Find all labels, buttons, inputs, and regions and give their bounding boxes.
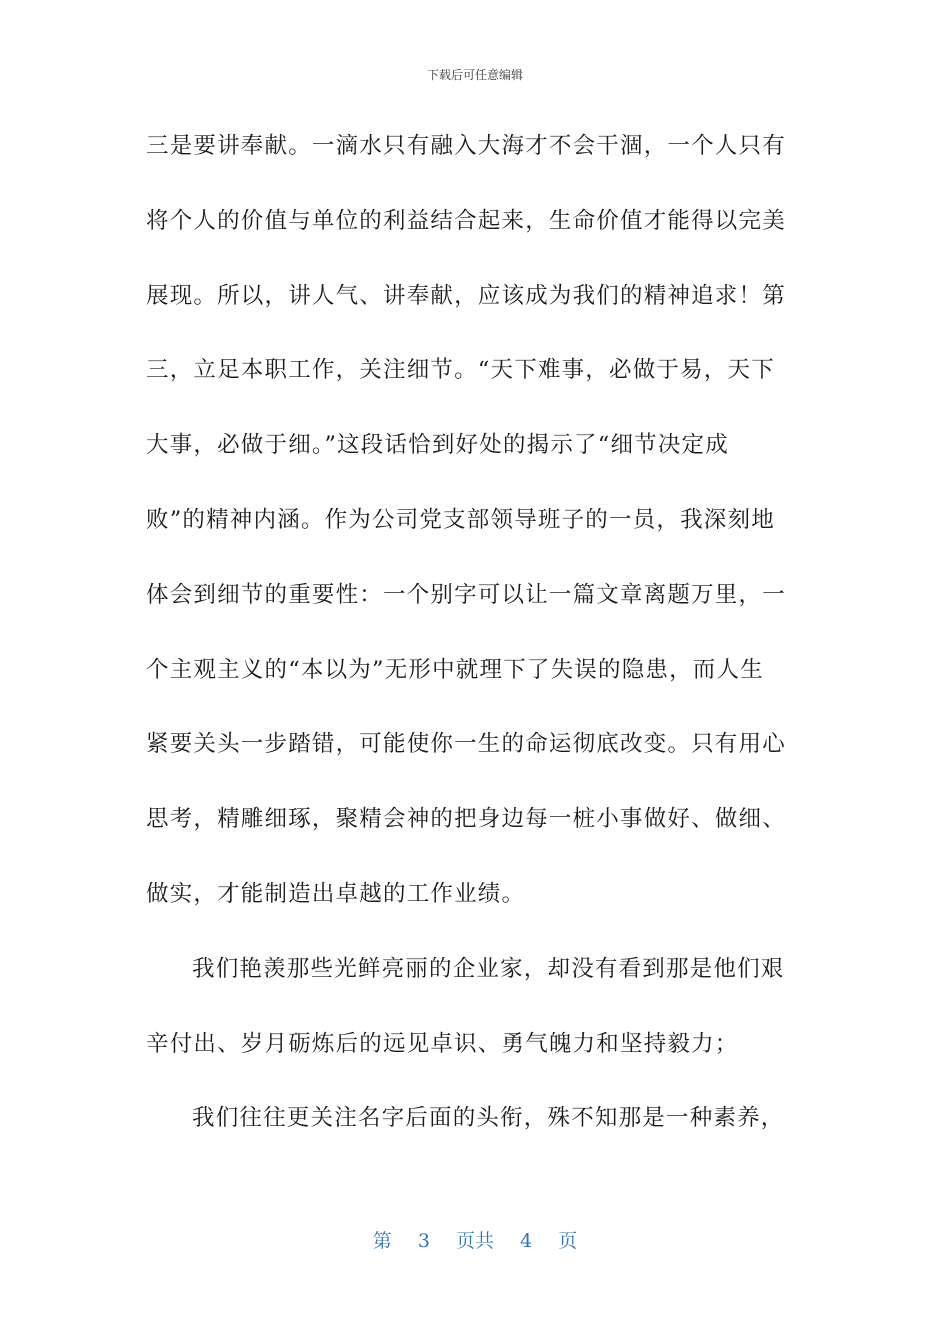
- total-page-count: 4: [520, 1230, 533, 1252]
- body-line: 展现。所以，讲人气、讲奉献，应该成为我们的精神追求！第: [146, 282, 786, 309]
- body-line: 辛付出、岁月砺炼后的远见卓识、勇气魄力和坚持毅力；: [146, 1030, 739, 1057]
- body-line: 大事，必做于细。”这段话恰到好处的揭示了“细节决定成: [146, 432, 729, 459]
- footer-suffix: 页: [558, 1230, 578, 1252]
- body-line: 做实，才能制造出卓越的工作业绩。: [146, 880, 526, 907]
- document-body: [146, 121, 792, 1168]
- body-line: 紧要关头一步踏错，可能使你一生的命运彻底改变。只有用心: [146, 731, 786, 758]
- footer-middle: 页共: [455, 1230, 494, 1252]
- body-line: 三，立足本职工作，关注细节。“天下难事，必做于易，天下: [146, 357, 775, 384]
- body-line: 败”的精神内涵。作为公司党支部领导班子的一员，我深刻地: [146, 506, 775, 533]
- body-line: 三是要讲奉献。一滴水只有融入大海才不会干涸，一个人只有: [146, 133, 786, 159]
- footer-prefix: 第: [372, 1230, 392, 1252]
- body-line: 将个人的价值与单位的利益结合起来，生命价值才能得以完美: [146, 207, 786, 234]
- body-line: 体会到细节的重要性：一个别字可以让一篇文章离题万里，一: [146, 581, 786, 608]
- body-line: 思考，精雕细琢，聚精会神的把身边每一桩小事做好、做细、: [146, 806, 786, 833]
- paragraph-first-line: 我们往往更关注名字后面的头衔，殊不知那是一种素养，: [192, 1105, 785, 1132]
- page-footer: [0, 1226, 950, 1253]
- paragraph-first-line: 我们艳羡那些光鲜亮丽的企业家，却没有看到那是他们艰: [192, 955, 785, 982]
- current-page-number: 3: [417, 1230, 430, 1252]
- body-line: 个主观主义的“本以为”无形中就理下了失误的隐患，而人生: [146, 656, 764, 683]
- page-header: 下载后可任意编辑: [426, 68, 523, 82]
